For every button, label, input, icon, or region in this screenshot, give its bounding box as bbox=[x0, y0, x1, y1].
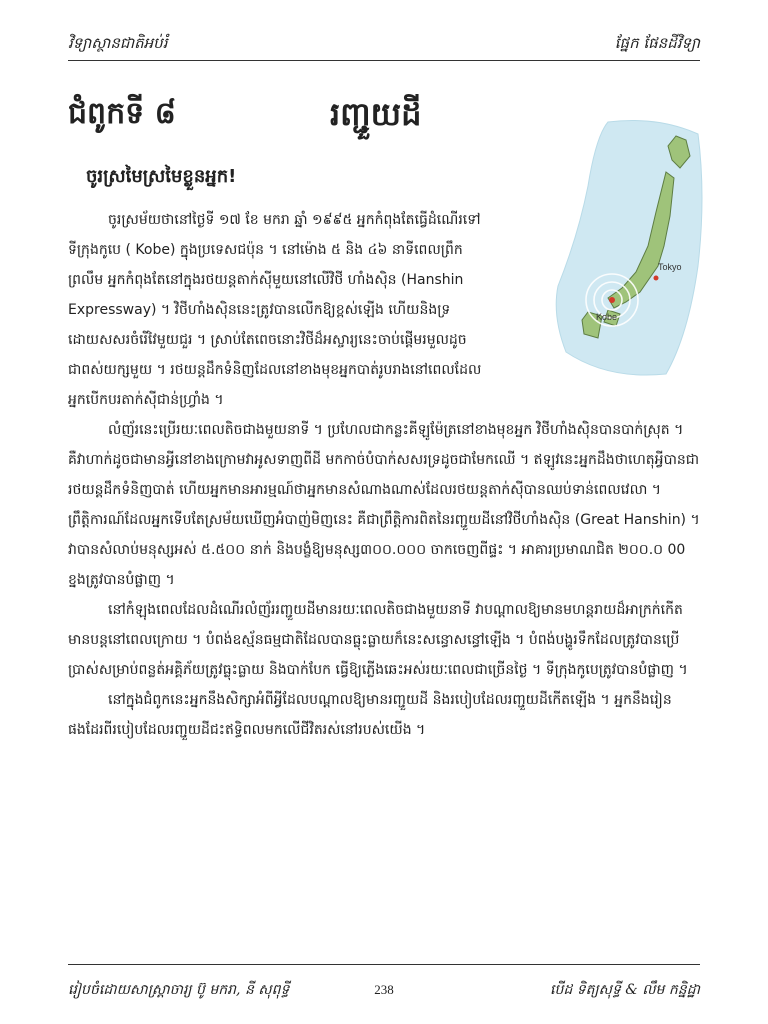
page-footer bbox=[68, 978, 700, 1008]
page-header bbox=[68, 28, 700, 58]
paragraph-4: នៅក្នុងជំពូកនេះអ្នកនឹងសិក្សាអំពីអ្វីដែលបណ្ដាលឱ្យមានរញ្ជួយដី និងរបៀបដែលរញ្ជួយដីកើតឡើង ។ អ្នកនឹងរៀនផងដែរពីរបៀបដែលរញ្ជួយដីជះឥទ្ធិពលមកលើជីវិតរស់នៅរបស់យើង ។ bbox=[68, 692, 672, 738]
section-heading: ចូរស្រមៃស្រមៃខ្លួនអ្នក! bbox=[86, 166, 237, 187]
page-number: 238 bbox=[374, 982, 394, 997]
header-institution: វិទ្យាស្ថានជាតិអប់រំ bbox=[68, 34, 168, 52]
chapter-number: ជំពូកទី ៨ bbox=[68, 96, 176, 131]
footer-editors: បេីដ ទិត្យសុទ្ធី & លឹម កន្និដ្ឋា bbox=[550, 982, 700, 998]
header-section: ផ្នែក ផែនដីវិទ្យា bbox=[614, 34, 700, 52]
footer-rule bbox=[68, 964, 700, 965]
paragraph-3: នៅកំឡុងពេលដែលដំណើរលំញ័ររញ្ជួយដីមានរយៈពេលតិចជាងមួយនាទី វាបណ្ដាលឱ្យមានមហន្តរាយដ៏អាក្រក់កើតមានបន្តនៅពេលក្រោយ ។ បំពង់ឧស្ម័នធម្មជាតិដែលបានធ្លុះធ្លាយក៏នេះសន្ធោសន្ធៅឡើង ។ បំពង់បង្ហូរទឹកដែលត្រូវបានប្រើប្រាស់សម្រាប់ពន្លត់អគ្គិភ័យត្រូវធ្លុះធ្លាយ និងបាក់បែក ធ្វើឱ្យភ្លើងឆេះអស់រយៈពេលជាច្រើនថ្ងៃ ។ ទីក្រុងកូបេត្រូវបានបំផ្លាញ ។ bbox=[68, 602, 688, 678]
chapter-title: រញ្ជួយដី bbox=[330, 95, 422, 133]
header-rule bbox=[68, 60, 700, 61]
map-label-kobe: Kobe bbox=[596, 312, 618, 322]
footer-authors: រៀបចំដោយសាស្ត្រាចារ្យ ប៊ូ មករា, នី សុពុទ្ធី bbox=[68, 982, 290, 998]
chapter-body bbox=[68, 205, 704, 745]
map-label-tokyo: Tokyo bbox=[658, 262, 682, 272]
paragraph-2: លំញ័រនេះប្រើរយៈពេលតិចជាងមួយនាទី ។ ប្រហែលជាកន្លះគីឡូម៉ែត្រនៅខាងមុខអ្នក វិថីហាំងស៊ិនបានបាក់ស្រុត ។ គឺវាហាក់ដូចជាមានអ្វីនៅខាងក្រោមវាអូសទាញពីដី មកកាច់បំបាក់សសរទ្រដូចជាមែកឈើ ។ ឥឡូវនេះអ្នកដឹងថាហេតុអ្វីបានជារថយន្តដឹកទំនិញបាត់ ហើយអ្នកមានអារម្មណ៍ថាអ្នកមានសំណាងណាស់ដែលរថយន្តតាក់ស៊ីបានឈប់ទាន់ពេលវេលា ។ ព្រឹត្តិការណ៍ដែលអ្នកទើបតែស្រម័យឃើញអំបាញ់មិញនេះ គឺជាព្រឹត្តិការពិតនៃរញ្ជួយដីនៅវិថីហាំងស៊ិន (Great Hanshin) ។ វាបានសំលាប់មនុស្សអស់ ៥.៥០០ នាក់ និងបង្ខំឱ្យមនុស្ស៣០០.០០០ ចាកចេញពីផ្ទះ ។ អាគារប្រមាណជិត ២០០.០ 00 ខ្នងត្រូវបានបំផ្លាញ ។ bbox=[68, 422, 700, 588]
paragraph-1: ចូរស្រម័យថានៅថ្ងៃទី ១៧ ខែ មករា ឆ្នាំ ១៩៩៥ អ្នកកំពុងតែធ្វើដំណើរទៅ ទីក្រុងកូបេ ( Kobe) ក្នុងប្រទេសជប៉ុន ។ នៅម៉ោង ៥ និង ៤៦ នាទីពេលព្រឹកព្រលឹម អ្នកកំពុងតែនៅក្នុងរថយន្តតាក់ស៊ីមួយនៅលើវិថី ហាំងស៊ិន (Hanshin Expressway) ។ វិថីហាំងស៊ិននេះត្រូវបានលើកឱ្យខ្ពស់ឡើង ហើយនិងទ្រដោយសសរចំរើវៃមួយជួរ ។ ស្រាប់តែពេចនោះវិថីដ៏អស្ចារ្យនេះចាប់ផ្ដើមរមួលដូចជាពស់យក្សមួយ ។ រថយន្តដឹកទំនិញដែលនៅខាងមុខអ្នកបាត់រូបរាងនៅពេលដែលអ្នកបើកបរតាក់ស៊ីជាន់ហ្វ្រាំង ។ bbox=[68, 212, 482, 408]
